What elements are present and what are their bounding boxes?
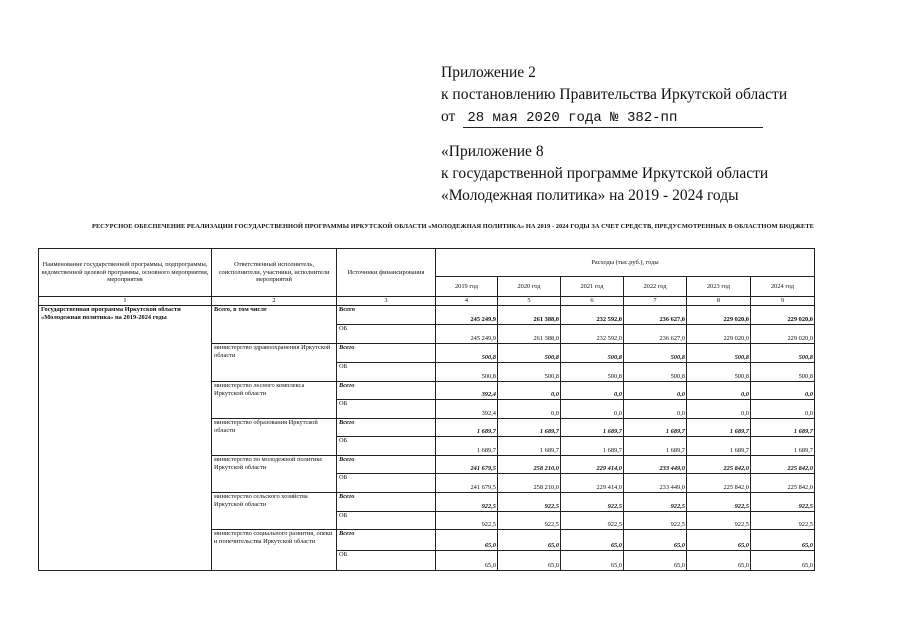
executor-cell: министерство сельского хозяйства Иркутской области — [212, 493, 337, 530]
total-value-cell: 500,8 — [624, 344, 687, 363]
total-value-cell: 1 689,7 — [561, 419, 624, 437]
ob-value-cell: 1 689,7 — [687, 437, 751, 456]
ob-value-cell: 500,8 — [498, 363, 561, 382]
total-value-cell: 232 592,0 — [561, 306, 624, 325]
source-total-label: Всего — [337, 456, 436, 474]
header-col-executor: Ответственный исполнитель, соисполнители, участники, исполнители мероприятий — [212, 249, 337, 297]
total-value-cell: 1 689,7 — [498, 419, 561, 437]
total-value-cell: 922,5 — [624, 493, 687, 512]
total-value-cell: 225 842,0 — [751, 456, 815, 474]
total-value-cell: 500,8 — [498, 344, 561, 363]
total-value-cell: 1 689,7 — [624, 419, 687, 437]
decree-reference: к постановлению Правительства Иркутской области — [441, 86, 788, 103]
column-number: 4 — [436, 297, 498, 306]
total-value-cell: 229 414,0 — [561, 456, 624, 474]
total-value-cell: 500,8 — [751, 344, 815, 363]
total-value-cell: 922,5 — [561, 493, 624, 512]
executor-cell: Всего, в том числе — [212, 306, 337, 344]
total-value-cell: 392,4 — [436, 382, 498, 400]
header-year: 2020 год — [498, 277, 561, 297]
ob-value-cell: 500,8 — [687, 363, 751, 382]
ob-value-cell: 65,0 — [436, 551, 498, 571]
total-value-cell: 1 689,7 — [751, 419, 815, 437]
column-number: 3 — [337, 297, 436, 306]
program-name-cell: Государственная программа Иркутской области «Молодежная политика» на 2019-2024 годы — [39, 306, 212, 571]
executor-cell: министерство лесного комплекса Иркутской области — [212, 382, 337, 419]
column-number: 2 — [212, 297, 337, 306]
total-value-cell: 65,0 — [687, 530, 751, 551]
ob-value-cell: 0,0 — [561, 400, 624, 419]
column-number: 5 — [498, 297, 561, 306]
ob-value-cell: 65,0 — [751, 551, 815, 571]
ob-value-cell: 65,0 — [624, 551, 687, 571]
total-value-cell: 236 627,0 — [624, 306, 687, 325]
source-total-label: Всего — [337, 493, 436, 512]
total-value-cell: 0,0 — [687, 382, 751, 400]
source-ob-label: ОБ — [337, 551, 436, 571]
total-value-cell: 229 020,0 — [751, 306, 815, 325]
header-col-source: Источники финансирования — [337, 249, 436, 297]
column-number: 7 — [624, 297, 687, 306]
budget-table-container — [38, 248, 815, 571]
appendix-header — [441, 62, 841, 128]
total-value-cell: 65,0 — [436, 530, 498, 551]
ob-value-cell: 65,0 — [687, 551, 751, 571]
ob-value-cell: 225 842,0 — [687, 474, 751, 493]
ob-value-cell: 922,5 — [436, 512, 498, 530]
total-value-cell: 1 689,7 — [687, 419, 751, 437]
ob-value-cell: 0,0 — [624, 400, 687, 419]
ob-value-cell: 0,0 — [751, 400, 815, 419]
decree-date-field: 28 мая 2020 года № 382-пп — [463, 110, 763, 128]
ob-value-cell: 500,8 — [751, 363, 815, 382]
total-value-cell: 233 449,0 — [624, 456, 687, 474]
ob-value-cell: 922,5 — [624, 512, 687, 530]
executor-cell: министерство социального развития, опеки и попечительства Иркутской области — [212, 530, 337, 571]
total-value-cell: 65,0 — [624, 530, 687, 551]
ob-value-cell: 500,8 — [624, 363, 687, 382]
source-total-label: Всего — [337, 419, 436, 437]
ob-value-cell: 392,4 — [436, 400, 498, 419]
total-value-cell: 65,0 — [561, 530, 624, 551]
column-number: 6 — [561, 297, 624, 306]
total-value-cell: 500,8 — [561, 344, 624, 363]
column-number: 9 — [751, 297, 815, 306]
total-value-cell: 500,8 — [687, 344, 751, 363]
ob-value-cell: 500,8 — [561, 363, 624, 382]
header-year: 2019 год — [436, 277, 498, 297]
ob-value-cell: 236 627,0 — [624, 325, 687, 344]
ob-value-cell: 229 414,0 — [561, 474, 624, 493]
ob-value-cell: 65,0 — [561, 551, 624, 571]
total-value-cell: 0,0 — [498, 382, 561, 400]
total-value-cell: 922,5 — [498, 493, 561, 512]
ob-value-cell: 0,0 — [687, 400, 751, 419]
budget-table — [38, 248, 815, 571]
total-value-cell: 0,0 — [561, 382, 624, 400]
total-value-cell: 229 020,0 — [687, 306, 751, 325]
ob-value-cell: 258 210,0 — [498, 474, 561, 493]
total-value-cell: 65,0 — [751, 530, 815, 551]
column-number: 8 — [687, 297, 751, 306]
header-year: 2021 год — [561, 277, 624, 297]
source-total-label: Всего — [337, 382, 436, 400]
source-total-label: Всего — [337, 306, 436, 325]
source-ob-label: ОБ — [337, 474, 436, 493]
source-ob-label: ОБ — [337, 363, 436, 382]
total-value-cell: 241 679,5 — [436, 456, 498, 474]
ob-value-cell: 1 689,7 — [751, 437, 815, 456]
from-label: от — [441, 108, 456, 125]
header-col-expenses: Расходы (тыс.руб.), годы — [436, 249, 815, 277]
total-value-cell: 922,5 — [687, 493, 751, 512]
program-appendix-number: «Приложение 8 — [441, 143, 544, 160]
total-value-cell: 0,0 — [751, 382, 815, 400]
ob-value-cell: 922,5 — [751, 512, 815, 530]
ob-value-cell: 233 449,0 — [624, 474, 687, 493]
source-ob-label: ОБ — [337, 400, 436, 419]
program-title: «Молодежная политика» на 2019 - 2024 годы — [441, 187, 739, 204]
total-value-cell: 261 388,0 — [498, 306, 561, 325]
total-value-cell: 922,5 — [751, 493, 815, 512]
total-value-cell: 922,5 — [436, 493, 498, 512]
column-number: 1 — [39, 297, 212, 306]
total-value-cell: 225 842,0 — [687, 456, 751, 474]
ob-value-cell: 1 689,7 — [624, 437, 687, 456]
source-total-label: Всего — [337, 344, 436, 363]
table-header-row — [39, 249, 815, 277]
header-year: 2024 год — [751, 277, 815, 297]
decree-date-line — [441, 106, 841, 128]
executor-cell: министерство здравоохранения Иркутской области — [212, 344, 337, 382]
program-reference: к государственной программе Иркутской области — [441, 165, 769, 182]
executor-cell: министерство образования Иркутской области — [212, 419, 337, 456]
source-ob-label: ОБ — [337, 325, 436, 344]
ob-value-cell: 241 679,5 — [436, 474, 498, 493]
ob-value-cell: 922,5 — [561, 512, 624, 530]
ob-value-cell: 922,5 — [498, 512, 561, 530]
table-column-numbers-row — [39, 297, 815, 306]
ob-value-cell: 1 689,7 — [498, 437, 561, 456]
ob-value-cell: 225 842,0 — [751, 474, 815, 493]
ob-value-cell: 229 020,0 — [751, 325, 815, 344]
total-value-cell: 245 249,9 — [436, 306, 498, 325]
ob-value-cell: 922,5 — [687, 512, 751, 530]
ob-value-cell: 1 689,7 — [561, 437, 624, 456]
source-ob-label: ОБ — [337, 437, 436, 456]
ob-value-cell: 261 388,0 — [498, 325, 561, 344]
ob-value-cell: 65,0 — [498, 551, 561, 571]
ob-value-cell: 245 249,9 — [436, 325, 498, 344]
table-row-total — [39, 306, 815, 325]
header-year: 2023 год — [687, 277, 751, 297]
ob-value-cell: 0,0 — [498, 400, 561, 419]
appendix-number: Приложение 2 — [441, 64, 536, 81]
header-year: 2022 год — [624, 277, 687, 297]
ob-value-cell: 229 020,0 — [687, 325, 751, 344]
source-total-label: Всего — [337, 530, 436, 551]
ob-value-cell: 500,8 — [436, 363, 498, 382]
total-value-cell: 500,8 — [436, 344, 498, 363]
total-value-cell: 1 689,7 — [436, 419, 498, 437]
executor-cell: министерство по молодежной политике Иркутской области — [212, 456, 337, 493]
total-value-cell: 258 210,0 — [498, 456, 561, 474]
ob-value-cell: 232 592,0 — [561, 325, 624, 344]
source-ob-label: ОБ — [337, 512, 436, 530]
program-appendix-header — [441, 141, 871, 207]
total-value-cell: 65,0 — [498, 530, 561, 551]
document-title: РЕСУРСНОЕ ОБЕСПЕЧЕНИЕ РЕАЛИЗАЦИИ ГОСУДАРСТВЕННОЙ ПРОГРАММЫ ИРКУТСКОЙ ОБЛАСТИ «МОЛОДЕЖНАЯ ПОЛИТИКА» НА 2019 - 2024 ГОДЫ ЗА СЧЕТ СРЕДСТВ, ПРЕДУСМОТРЕННЫХ В ОБЛАСТНОМ БЮДЖЕТЕ — [91, 223, 814, 230]
ob-value-cell: 1 689,7 — [436, 437, 498, 456]
total-value-cell: 0,0 — [624, 382, 687, 400]
header-col-name: Наименование государственной программы, подпрограммы, ведомственной целевой программы, основного мероприятия, мероприятия — [39, 249, 212, 297]
